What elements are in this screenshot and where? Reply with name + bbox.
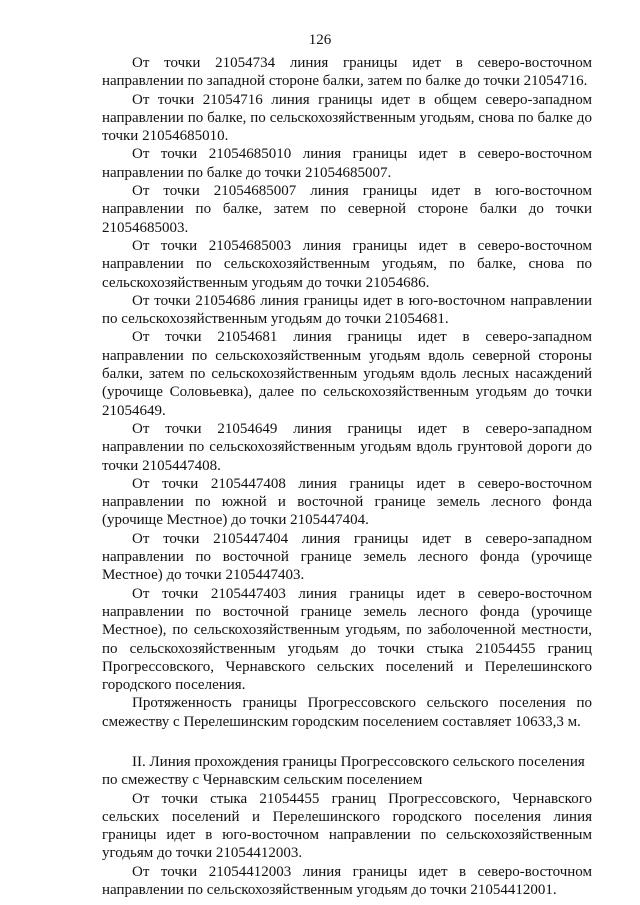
page-number: 126 (308, 32, 332, 48)
paragraph: От точки 21054649 линия границы идет в северо-западном направлении по сельскохозяйственным угодьям вдоль грунтовой дороги до точки 2105447408. (102, 420, 592, 474)
paragraph: От точки 2105447408 линия границы идет в северо-восточном направлении по южной и восточной границе земель лесного фонда (урочище Местное) до точки 2105447404. (102, 475, 592, 529)
document-body (102, 54, 592, 899)
paragraph: От точки 21054412003 линия границы идет в северо-восточном направлении по сельскохозяйственным угодьям до точки 21054412001. (102, 863, 592, 899)
paragraph: От точки стыка 21054455 границ Прогрессовского, Чернавского сельских поселений и Перелешинского городского поселения линия границы идет в юго-восточном направлении по сельскохозяйственным угодьям до точки 21054412003. (102, 790, 592, 862)
section-heading: II. Линия прохождения границы Прогрессовского сельского поселения по смежеству с Чернавским сельским поселением (102, 753, 585, 789)
length-summary-paragraph: Протяженность границы Прогрессовского сельского поселения по смежеству с Перелешинским городским поселением составляет 10633,3 м. (102, 695, 592, 730)
paragraph: От точки 2105447403 линия границы идет в северо-восточном направлении по восточной границе земель лесного фонда (урочище Местное), по сельскохозяйственным угодьям, по заболоченной местности, по сельскохозяйственным угодьям до точки стыка 21054455 границ Прогрессовского, Чернавского сельских поселений и Перелешинского городского поселения. (102, 585, 592, 694)
paragraph: От точки 21054685007 линия границы идет в юго-восточном направлении по балке, затем по северной стороне балки до точки 21054685003. (102, 183, 592, 236)
paragraph: От точки 21054716 линия границы идет в общем северо-западном направлении по балке, по сельскохозяйственным угодьям, снова по балке до точки 21054685010. (102, 91, 592, 145)
paragraph: От точки 21054681 линия границы идет в северо-западном направлении по сельскохозяйственным угодьям вдоль северной стороны балки, затем по сельскохозяйственным угодьям вдоль лесных насаждений (урочище Соловьевка), далее по сельскохозяйственным угодьям до точки 21054649. (102, 329, 592, 419)
paragraph: От точки 21054686 линия границы идет в юго-восточном направлении по сельскохозяйственным угодьям до точки 21054681. (102, 292, 592, 328)
paragraph: От точки 21054685003 линия границы идет в северо-восточном направлении по сельскохозяйственным угодьям, по балке, снова по сельскохозяйственным угодьям до точки 21054686. (102, 237, 592, 291)
paragraph: От точки 2105447404 линия границы идет в северо-западном направлении по восточной границе земель лесного фонда (урочище Местное) до точки 2105447403. (102, 530, 592, 584)
paragraph: От точки 21054685010 линия границы идет в северо-восточном направлении по балке до точки 21054685007. (102, 146, 592, 181)
paragraph: От точки 21054734 линия границы идет в северо-восточном направлении по западной стороне балки, затем по балке до точки 21054716. (102, 55, 592, 90)
